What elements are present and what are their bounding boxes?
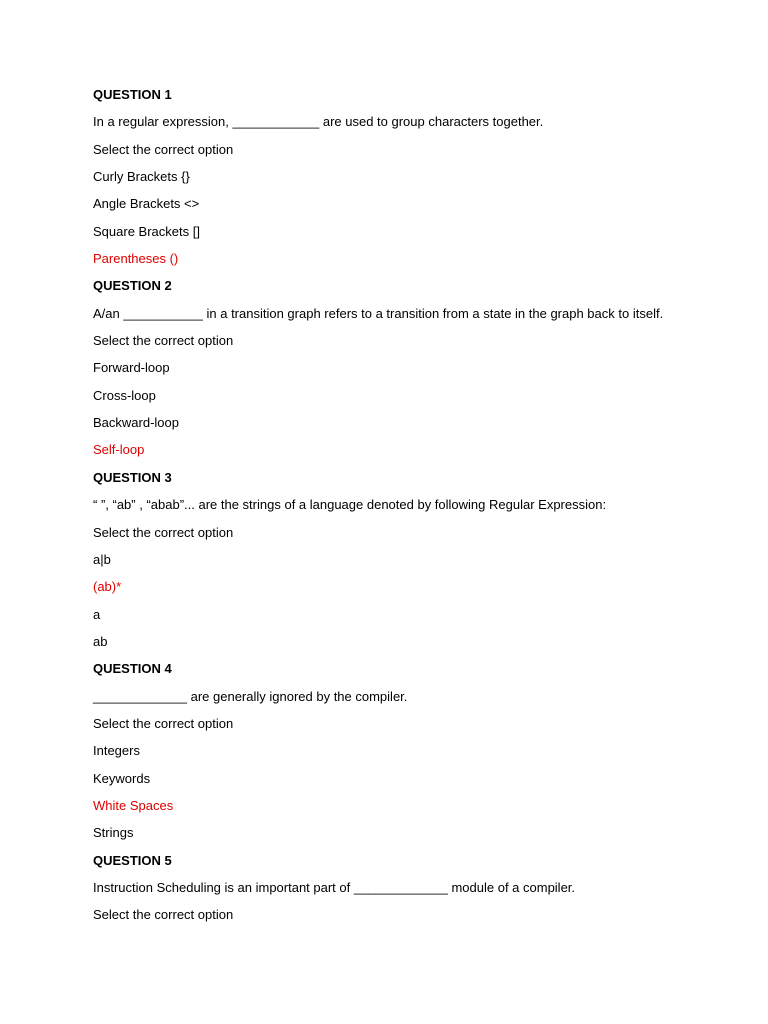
question-prompt: Select the correct option [93, 141, 234, 157]
question-prompt: Select the correct option [93, 524, 234, 540]
option-a-or-b: a|b [93, 551, 111, 567]
question-title: QUESTION 4 [93, 661, 172, 677]
question-prompt: Select the correct option [93, 907, 234, 923]
option-square-brackets: Square Brackets [] [93, 223, 200, 239]
option-self-loop-correct: Self-loop [93, 442, 145, 458]
question-title: QUESTION 3 [93, 469, 172, 485]
question-text: A/an ___________ in a transition graph refers to a transition from a state in the graph back to itself. [93, 305, 664, 321]
option-curly-brackets: Curly Brackets {} [93, 169, 190, 185]
question-title: QUESTION 2 [93, 278, 172, 294]
question-1 [93, 86, 733, 277]
question-text: “ ”, “ab” , “abab”... are the strings of a language denoted by following Regular Expression: [93, 497, 607, 513]
question-text: In a regular expression, ____________ are used to group characters together. [93, 114, 544, 130]
question-4 [93, 660, 733, 851]
option-white-spaces-correct: White Spaces [93, 797, 174, 813]
option-strings: Strings [93, 825, 134, 841]
question-title: QUESTION 5 [93, 852, 172, 868]
option-forward-loop: Forward-loop [93, 360, 170, 376]
question-title: QUESTION 1 [93, 87, 172, 102]
question-2 [93, 277, 733, 468]
question-text: _____________ are generally ignored by the compiler. [93, 688, 408, 704]
option-parentheses-correct: Parentheses () [93, 251, 179, 267]
option-cross-loop: Cross-loop [93, 387, 156, 403]
option-ab-star-correct: (ab)* [93, 579, 122, 595]
question-prompt: Select the correct option [93, 333, 234, 349]
question-text: Instruction Scheduling is an important part of _____________ module of a compiler. [93, 879, 576, 895]
option-integers: Integers [93, 743, 140, 759]
question-3 [93, 469, 733, 660]
option-ab: ab [93, 633, 108, 649]
option-angle-brackets: Angle Brackets <> [93, 196, 200, 212]
document-page [93, 86, 733, 934]
option-backward-loop: Backward-loop [93, 415, 179, 431]
question-5 [93, 852, 733, 934]
option-a: a [93, 606, 101, 622]
option-keywords: Keywords [93, 770, 151, 786]
question-prompt: Select the correct option [93, 715, 234, 731]
